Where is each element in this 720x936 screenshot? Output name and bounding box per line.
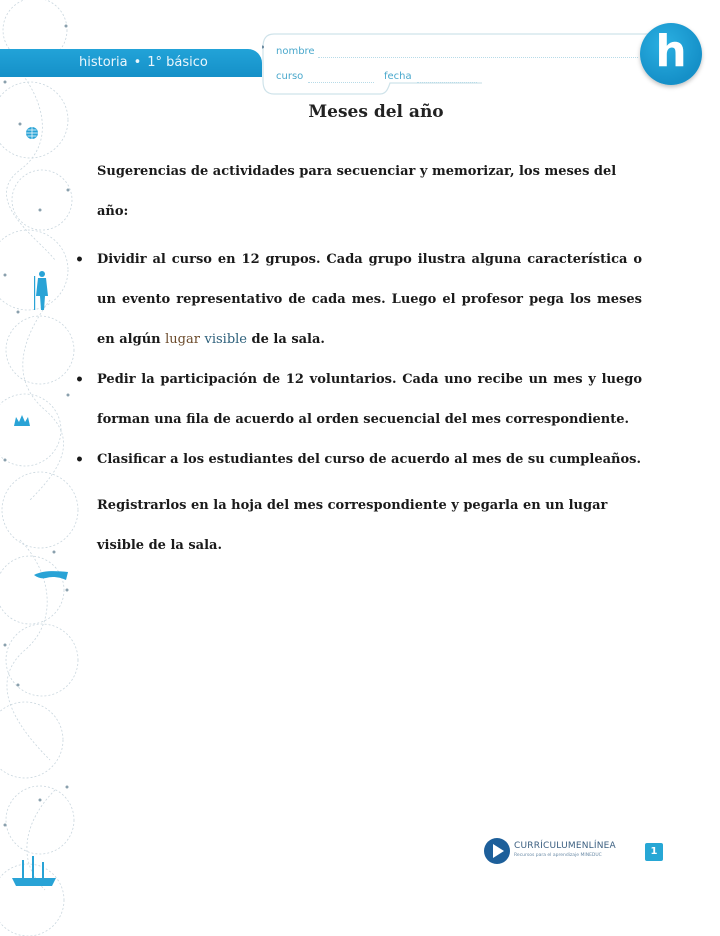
list-item-text: de la sala. <box>247 332 325 347</box>
form-frame <box>262 33 662 95</box>
list-item <box>75 240 642 360</box>
decorative-sidebar <box>0 0 80 936</box>
list-item <box>75 360 642 440</box>
subject-label: historia <box>79 55 128 70</box>
page-number: 1 <box>645 843 663 861</box>
explorer-figure-icon <box>34 271 48 310</box>
student-info-form <box>262 33 662 95</box>
list-item <box>75 440 642 480</box>
grade-label: 1° básico <box>147 55 208 70</box>
historia-logo: h <box>640 23 702 85</box>
highlight-word: visible <box>204 332 248 347</box>
name-label: nombre <box>276 46 315 57</box>
bullet-icon: • <box>75 452 84 468</box>
crown-icon <box>14 415 30 426</box>
highlight-word: lugar <box>165 332 200 347</box>
list-item-text: Clasificar a los estudiantes del curso de acuerdo al mes de su cumpleaños. <box>97 452 642 467</box>
bullet-icon: • <box>75 252 84 268</box>
brand-name: CURRÍCULUMENLÍNEA <box>514 841 616 851</box>
list-item-text: Dividir al curso en 12 grupos. Cada grupo ilustra alguna característica o un evento representativo de cada mes. Luego el profesor pega los meses en algún <box>97 252 642 347</box>
list-item-text: Pedir la participación de 12 voluntarios. Cada uno recibe un mes y luego forman una fila de acuerdo al orden secuencial del mes correspondiente. <box>97 372 642 427</box>
brand-tagline: Recursos para el aprendizaje MINEDUC <box>514 853 602 858</box>
bullet-icon: • <box>75 372 84 388</box>
separator-dot: • <box>133 55 142 70</box>
document-body <box>75 152 642 566</box>
date-field[interactable] <box>417 82 477 83</box>
intro-text: Sugerencias de actividades para secuenciar y memorizar, los meses del año: <box>97 164 617 219</box>
globe-icon <box>26 127 38 139</box>
date-label: fecha <box>384 71 412 82</box>
play-icon <box>484 838 510 864</box>
name-field[interactable] <box>318 57 638 58</box>
bird-icon <box>34 571 68 580</box>
closing-text: Registrarlos en la hoja del mes correspondiente y pegarla en un lugar visible de la sala. <box>97 498 608 553</box>
course-label: curso <box>276 71 304 82</box>
course-field[interactable] <box>308 82 374 83</box>
page-title: Meses del año <box>308 102 444 122</box>
subject-banner <box>0 49 262 77</box>
